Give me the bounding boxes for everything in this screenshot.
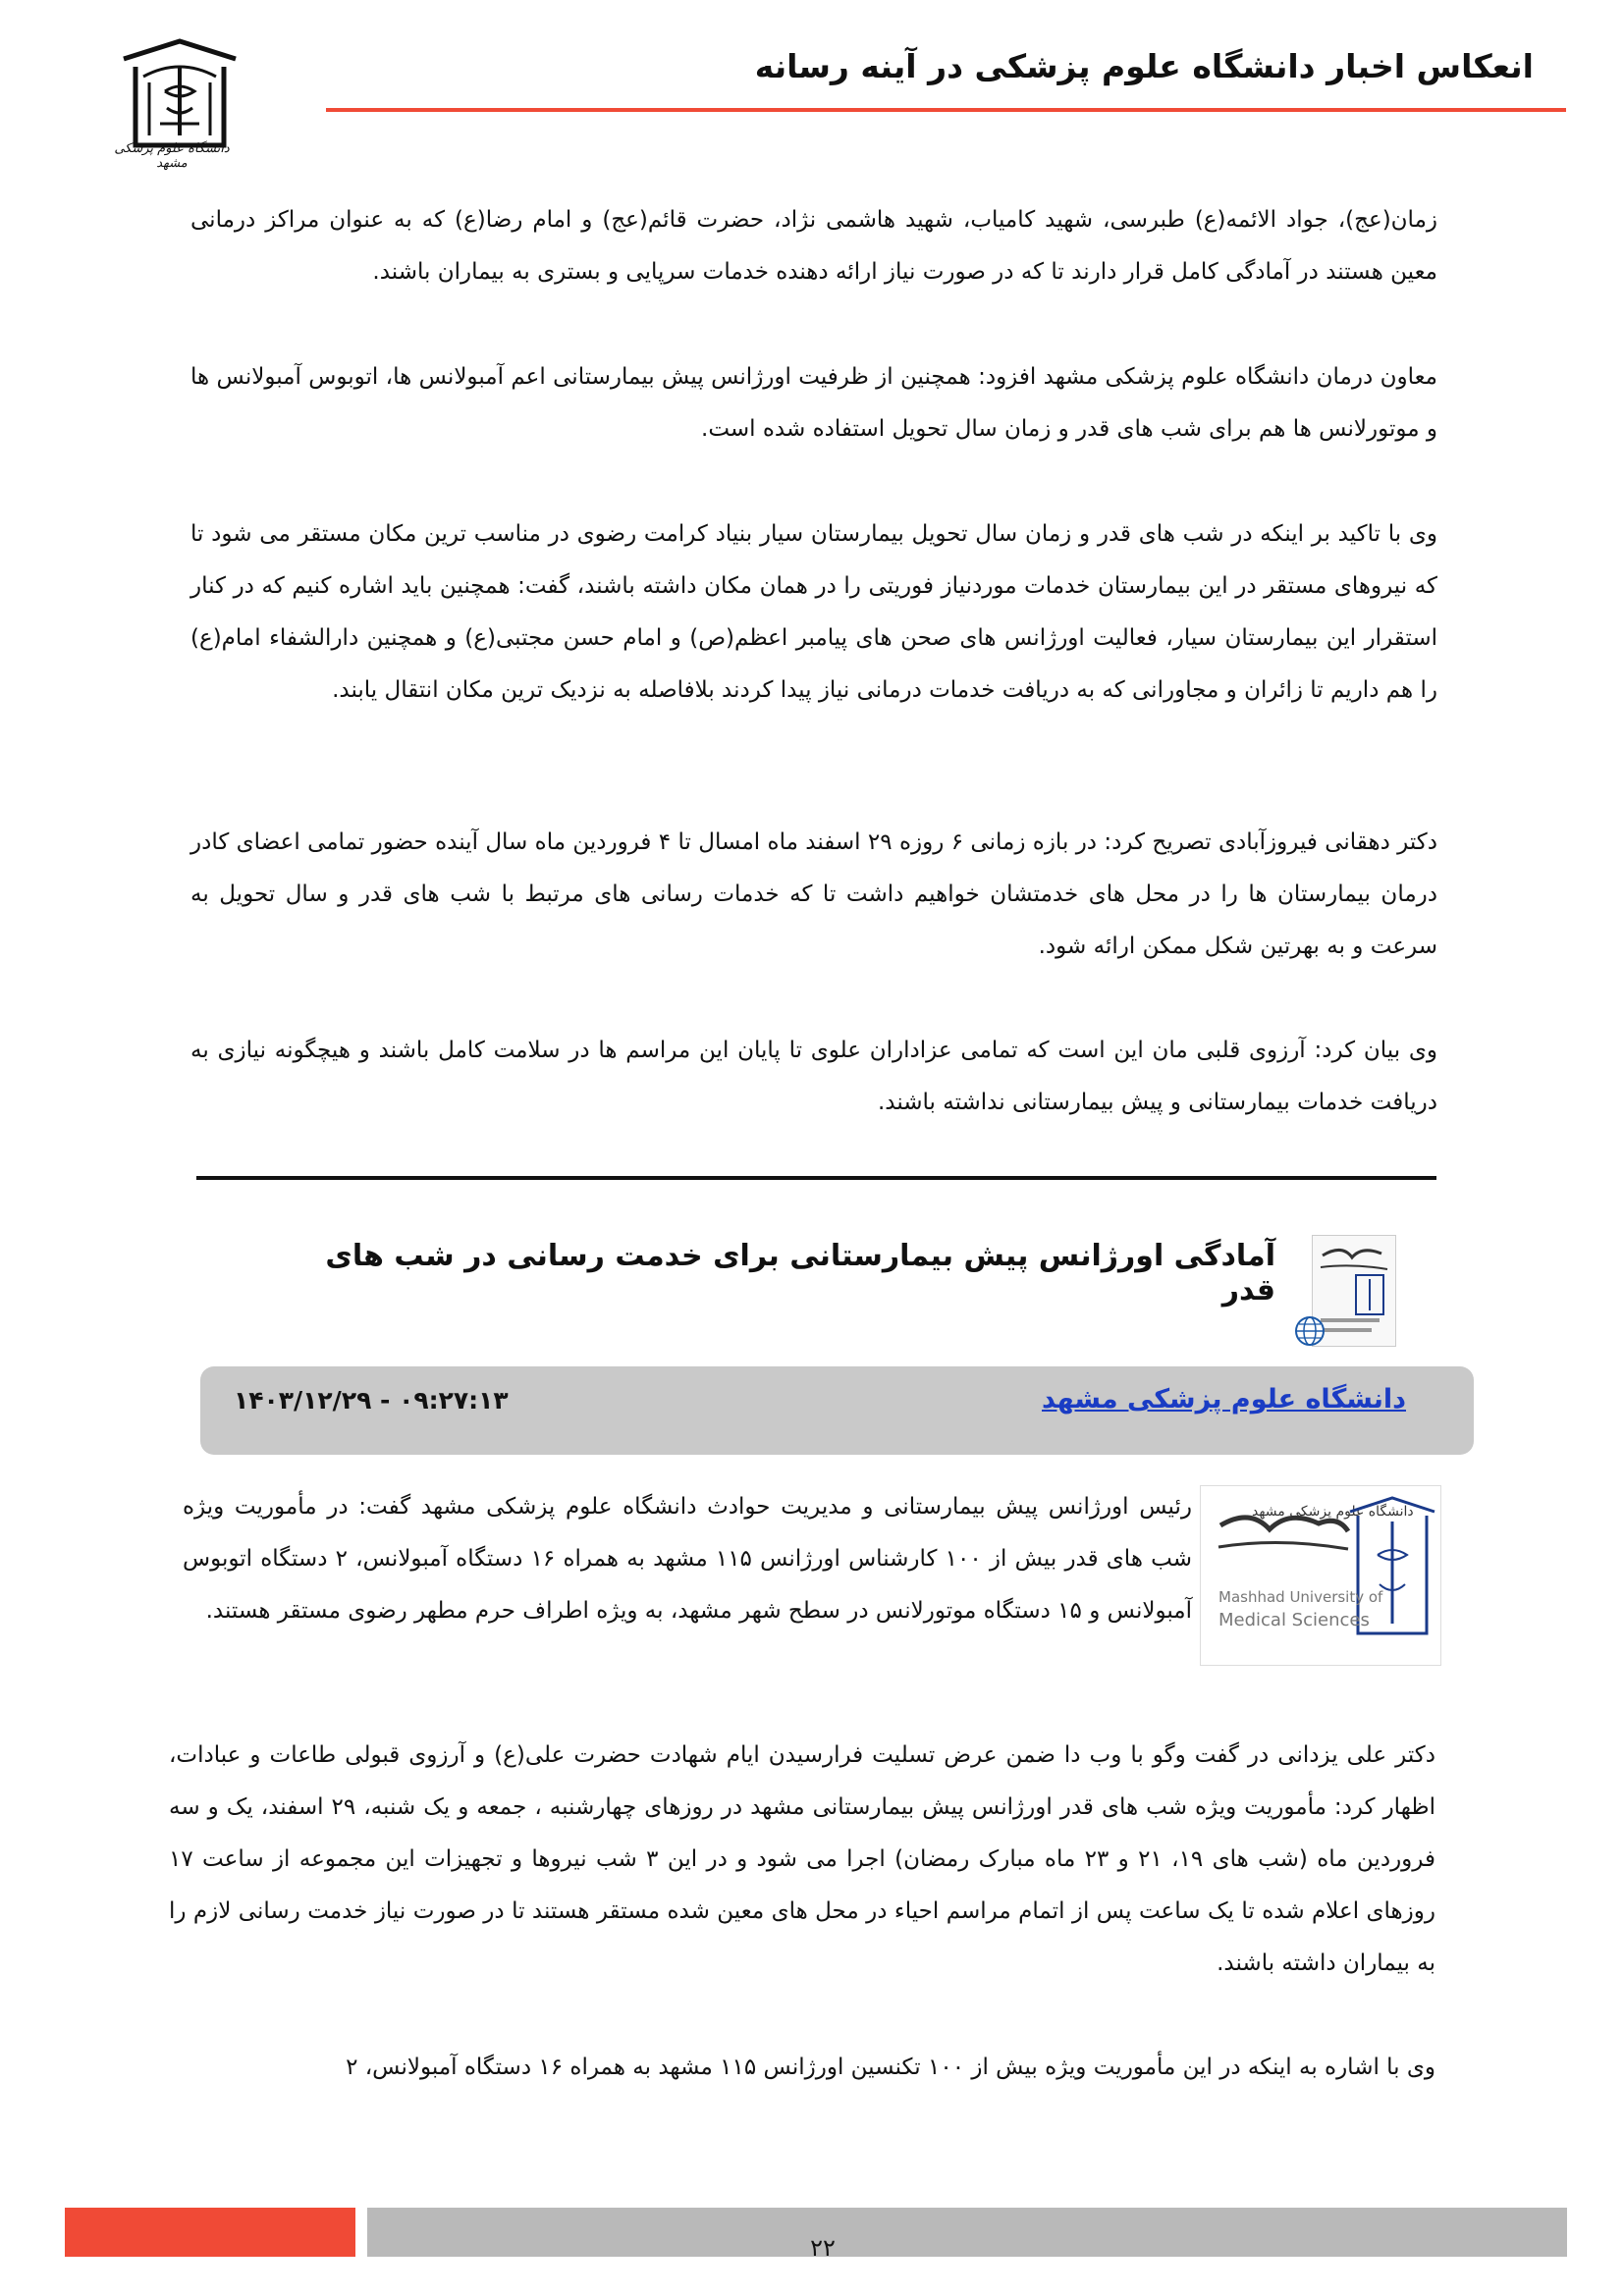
header-rule [326, 108, 1566, 112]
news-body-2: وی با اشاره به اینکه در این مأموریت ویژه بیش از ۱۰۰ تکنسین اورژانس ۱۱۵ مشهد به همراه ۱۶ دستگاه آمبولانس، ۲ [346, 2055, 1435, 2080]
footer-red-bar [65, 2208, 355, 2257]
logo-caption: دانشگاه علوم پزشکی مشهد [114, 141, 230, 171]
news-lead: رئیس اورژانس پیش بیمارستانی و مدیریت حوادث دانشگاه علوم پزشکی مشهد گفت: در مأموریت ویژه شب های قدر بیش از ۱۰۰ کارشناس اورژانس ۱۱۵ مشهد به همراه ۱۶ دستگاه آمبولانس، ۲ دستگاه اتوبوس آمبولانس و ۱۵ دستگاه موتورلانس در سطح شهر مشهد، به ویژه اطراف حرم مطهر رضوی مستقر هستند. [183, 1494, 1192, 1624]
page-number: ۲۲ [810, 2234, 836, 2262]
news-image-text-en-1: Mashhad University of [1218, 1588, 1383, 1606]
news-datetime: ۱۴۰۳/۱۲/۲۹ - ۰۹:۲۷:۱۳ [234, 1386, 509, 1415]
news-title: آمادگی اورژانس پیش بیمارستانی برای خدمت رسانی در شب های قدر [325, 1239, 1275, 1308]
paragraph-3: وی با تاکید بر اینکه در شب های قدر و زمان سال تحویل بیمارستان سیار بنیاد کرامت رضوی در مناسب ترین مکان مستقر می شود تا که نیروهای مستقر در این بیمارستان خدمات موردنیاز فوریتی را در همان مکان داشته باشند، گفت: همچنین باید اشاره کنیم که در کنار استقرار این بیمارستان سیار، فعالیت اورژانس های صحن های پیامبر اعظم(ص) و امام حسن مجتبی(ع) و همچنین دارالشفاء امام(ع) را هم داریم تا زائران و مجاورانی که به دریافت خدمات درمانی نیاز پیدا کردند بلافاصله به نزدیک ترین مکان انتقال یابند. [190, 521, 1437, 703]
news-image-text-fa: دانشگاه علوم پزشکی مشهد [1252, 1504, 1414, 1520]
globe-icon[interactable] [1294, 1315, 1326, 1347]
news-image-logo [1201, 1486, 1440, 1665]
news-image [1200, 1485, 1441, 1666]
news-source-link[interactable]: دانشگاه علوم پزشکی مشهد [1042, 1384, 1406, 1415]
footer-gray-bar [367, 2208, 1567, 2257]
paragraph-2: معاون درمان دانشگاه علوم پزشکی مشهد افزود: همچنین از ظرفیت اورژانس پیش بیمارستانی اعم آمبولانس ها، اتوبوس آمبولانس ها و موتورلانس ها هم برای شب های قدر و زمان سال تحویل استفاده شده است. [190, 364, 1437, 442]
paragraph-5: وی بیان کرد: آرزوی قلبی مان این است که تمامی عزاداران علوی تا پایان این مراسم ها در سلامت کامل باشند و هیچگونه نیازی به دریافت خدمات بیمارستانی و پیش بیمارستانی نداشته باشند. [190, 1038, 1437, 1115]
section-separator [196, 1176, 1436, 1180]
header-title: انعکاس اخبار دانشگاه علوم پزشکی در آینه رسانه [754, 47, 1534, 85]
news-image-text-en-2: Medical Sciences [1218, 1610, 1370, 1630]
paragraph-4: دکتر دهقانی فیروزآبادی تصریح کرد: در بازه زمانی ۶ روزه ۲۹ اسفند ماه امسال تا ۴ فروردین ماه سال آینده حضور تمامی اعضای کادر درمان بیمارستان ها را در محل های خدمتشان خواهیم داشت تا که خدمات رسانی های مرتبط با شب های قدر و سال تحویل به سرعت و به بهرتین شکل ممکن ارائه شود. [190, 829, 1437, 959]
paragraph-1: زمان(عج)، جواد الائمه(ع) طبرسی، شهید کامیاب، شهید هاشمی نژاد، حضرت قائم(عج) و امام رضا(ع) که به عنوان مراکز درمانی معین هستند در آمادگی کامل قرار دارند تا که در صورت نیاز ارائه دهنده خدمات سرپایی و بستری به بیماران باشند. [190, 207, 1437, 285]
news-body-1: دکتر علی یزدانی در گفت وگو با وب دا ضمن عرض تسلیت فرارسیدن ایام شهادت حضرت علی(ع) و آرزوی قبولی طاعات و عبادات، اظهار کرد: مأموریت ویژه شب های قدر اورژانس پیش بیمارستانی مشهد در روزهای چهارشنبه ، جمعه و یک شنبه، ۲۹ اسفند، یک و سه فروردین ماه (شب های ۱۹، ۲۱ و ۲۳ ماه مبارک رمضان) اجرا می شود و در این ۳ شب نیروها و تجهیزات این مجموعه از ساعت ۱۷ روزهای اعلام شده تا یک ساعت پس از اتمام مراسم احیاء در محل های معین شده مستقر هستند تا در صورت نیاز خدمت رسانی لازم را به بیماران داشته باشند. [169, 1742, 1435, 1976]
